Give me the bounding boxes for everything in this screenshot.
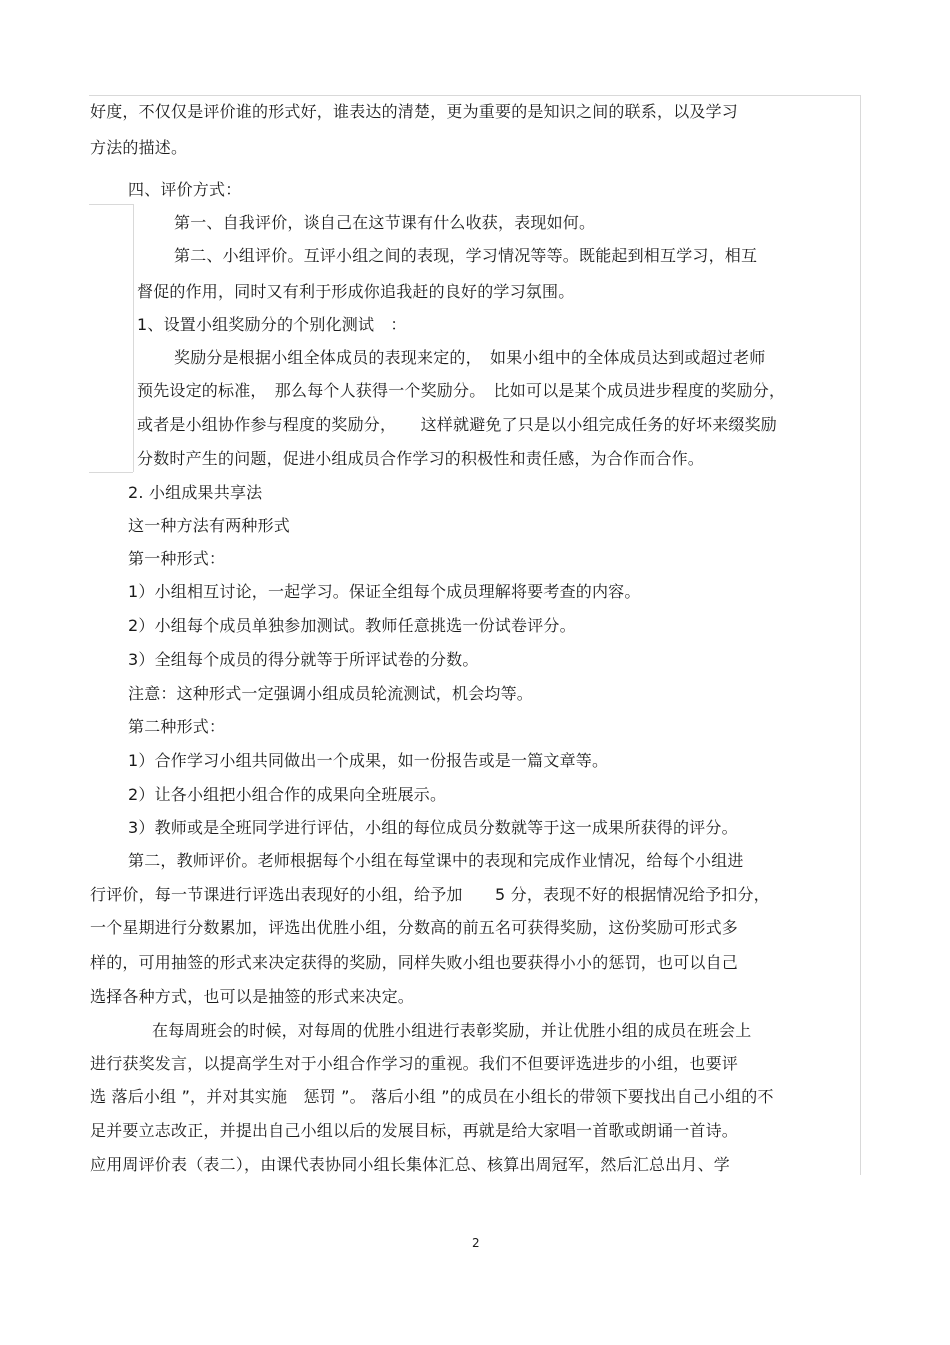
list-item: 3）全组每个成员的得分就等于所评试卷的分数。 [128,650,479,669]
text-line: 选择各种方式，也可以是抽签的形式来决定。 [90,987,415,1006]
text-line: 分数时产生的问题，促进小组成员合作学习的积极性和责任感，为合作而合作。 [137,449,705,468]
text-line: 应用周评价表（表二），由课代表协同小组长集体汇总、核算出周冠军，然后汇总出月、学 [90,1155,731,1174]
text-line: 奖励分是根据小组全体成员的表现来定的， 如果小组中的全体成员达到或超过老师 [174,348,766,367]
list-item: 2）让各小组把小组合作的成果向全班展示。 [128,785,447,804]
subsection-heading: 2. 小组成果共享法 [128,483,263,502]
text-line: 第二，教师评价。老师根据每个小组在每堂课中的表现和完成作业情况，给每个小组进 [128,851,744,870]
table-border-step-top [89,204,133,205]
table-border-left-inner [133,204,134,472]
text-line: 或者是小组协作参与程度的奖励分， 这样就避免了只是以小组完成任务的好坏来缀奖励 [137,415,778,434]
text-line: 选 落后小组 ”，并对其实施 惩罚 ”。 落后小组 ”的成员在小组长的带领下要找出自己小组的不 [90,1087,774,1106]
text-line: 行评价，每一节课进行评选出表现好的小组，给予加 5 分，表现不好的根据情况给予扣分， [90,885,770,904]
page-number: 2 [472,1236,480,1250]
table-border-top [89,95,861,96]
text-line: 方法的描述。 [90,138,188,157]
text-line: 在每周班会的时候，对每周的优胜小组进行表彰奖励，并让优胜小组的成员在班会上 [152,1021,752,1040]
text-line: 第二种形式： [128,717,226,736]
text-line: 1、设置小组奖励分的个别化测试 ： [137,315,407,334]
text-line: 样的，可用抽签的形式来决定获得的奖励，同样失败小组也要获得小小的惩罚，也可以自己 [90,953,739,972]
text-line: 一个星期进行分数累加，评选出优胜小组，分数高的前五名可获得奖励，这份奖励可形式多 [90,918,739,937]
text-line: 好度，不仅仅是评价谁的形式好，谁表达的清楚，更为重要的是知识之间的联系，以及学习 [90,102,739,121]
text-line: 第一、自我评价，谈自己在这节课有什么收获，表现如何。 [174,213,596,232]
list-item: 3）教师或是全班同学进行评估，小组的每位成员分数就等于这一成果所获得的评分。 [128,818,738,837]
table-border-right [860,95,861,1175]
text-line: 督促的作用，同时又有利于形成你追我赶的良好的学习氛围。 [137,282,575,301]
table-border-step-bottom [89,472,133,473]
text-line: 进行获奖发言，以提高学生对于小组合作学习的重视。我们不但要评选进步的小组，也要评 [90,1054,739,1073]
text-line: 预先设定的标准， 那么每个人获得一个奖励分。 比如可以是某个成员进步程度的奖励分， [137,381,786,400]
section-heading: 四、评价方式： [128,180,242,199]
text-line: 这一种方法有两种形式 [128,516,291,535]
text-line: 足并要立志改正，并提出自己小组以后的发展目标，再就是给大家唱一首歌或朗诵一首诗。 [90,1121,739,1140]
text-line: 第一种形式： [128,549,226,568]
text-line: 第二、小组评价。互评小组之间的表现，学习情况等等。既能起到相互学习，相互 [174,246,758,265]
list-item: 1）合作学习小组共同做出一个成果，如一份报告或是一篇文章等。 [128,751,609,770]
list-item: 2）小组每个成员单独参加测试。教师任意挑选一份试卷评分。 [128,616,576,635]
list-item: 1）小组相互讨论，一起学习。保证全组每个成员理解将要考查的内容。 [128,582,641,601]
note-line: 注意：这种形式一定强调小组成员轮流测试，机会均等。 [128,684,534,703]
